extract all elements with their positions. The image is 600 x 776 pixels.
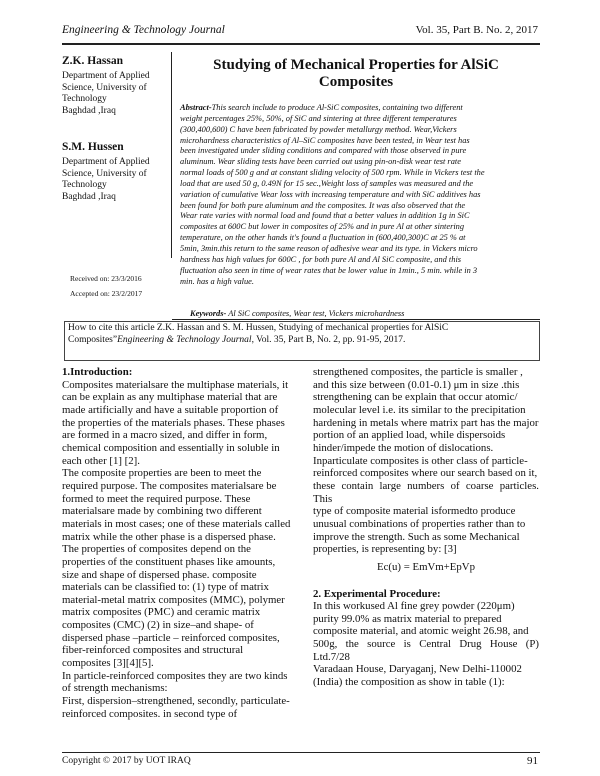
keywords: Keywords- Al SiC composites, Wear test, Vickers microhardness	[190, 309, 405, 318]
author-name: S.M. Hussen	[62, 141, 124, 153]
volume-info: Vol. 35, Part B. No. 2, 2017	[415, 24, 538, 36]
author-name: Z.K. Hassan	[62, 55, 124, 67]
author-block	[62, 55, 174, 203]
left-column: 1.Introduction: Composites materialsare the multiphase materials, it can be explain as any multiphase material that are made artificially and have a suitable proportion of the properties of the materials phases. These phases are formed in a macro sized, and differ in form, chemical composition and essentially in soluble in each other [1] [2]. The composite properties are been to meet the required purpose. The composites materialsare be formed to meet the required purpose. These materialsare made by combining two different materials in most cases; one of these materials called matrix while the other phase is a dispersed phase. The properties of composites depend on the properties of the constituent phases like amounts, size and shape of dispersed phase. composite materials can be classified to: (1) type of matrix material-metal matrix composites (MMC), polymer matrix composites (PMC) and ceramic matrix composites (CMC) (2) in size–and shape- of dispersed phase –particle – reinforced composites, fiber-reinforced composites and structural composites [3][4][5]. In particle-reinforced composites they are two kinds of strength mechanisms: First, dispersion–strengthened, secondly, particulate- reinforced composites. in second type of	[62, 366, 302, 720]
received-date: Received on: 23/3/2016	[70, 274, 142, 283]
right-column: strengthened composites, the particle is smaller , and this size between (0.01-0.1) μm in size .this strengthening can be explain that occur atomic/ molecular level i.e. its similar to the precipitation hardening in metals where matrix part has the major portion of an applied load, while dispersoids hinder/impede the motion of dislocations. Inparticulate composites is other class of particle- reinforced composites where our search based on it, these contain large numbers of coarse particles. This type of composite material isformedto produce unusual combinations of properties rather than to improve the strength. Such as some Mechanical properties, is representing by: [3] Ec(u) = EmVm+EpVp 2. Experimental Procedure: In this workused Al fine grey powder (220μm) purity 99.0% as matrix material to prepared composite material, and atomic weight 26.98, and 500g, the source is Central Drug House (P) Ltd.7/28 Varadaan House, Daryaganj, New Delhi-110002 (India) the composition as show in table (1):	[313, 366, 539, 689]
abstract: Abstract-This search include to produce Al-SiC composites, containing two different weight percentages 25%, 50%, of SiC and sintering at three different temperatures (300,400,600) C have been fabricated by powder metallurgy method. Wear,Vickers microhardness characteristics of Al–SiC composites have been tested, in Wear test has been investigated under sliding conditions and compared with those observed in pure aluminum. Wear sliding tests have been carried out using pin-on-disk wear test rate normal loads of 500 g and at constant sliding velocity of 500 rpm. While in Vickers test the load that are used 50 g, 0.49N for 15 sec.,Weight loss of samples was measured and the variation of cumulative Wear loss with increasing temperature and with SiC additives has been found for both pure aluminum and the composites. It was also observed that the Wear rate varies with normal load and found that a better values in addition 1g in SiC composites at 600C but lower in composites of 25% and in pure Al at other sintering temperature, on the other hands it's found a fluctuation in (600,400,300)C at 25 % at 5min, 3min.this return to the same reason of adhesive wear and its type. in Vickers micro hardness has high values for 600C , for both pure Al and Al SiC composite, and this fluctuation also seen in time of wear rates that be lower value in 1min., 5 min. while in 3 min. has a high value.	[180, 103, 485, 286]
accepted-date: Accepted on: 23/2/2017	[70, 289, 143, 298]
copyright: Copyright © 2017 by UOT IRAQ	[62, 756, 191, 766]
journal-name: Engineering & Technology Journal	[62, 24, 225, 36]
abstract-label: Abstract-	[180, 103, 212, 112]
header-rule	[62, 43, 540, 45]
footer-rule	[62, 752, 540, 753]
citation: How to cite this article Z.K. Hassan and S. M. Hussen, Studying of mechanical properties for AlSiC Composites”Engineering & Technology Journal, Vol. 35, Part B, No. 2, pp. 91-95, 2017.	[68, 323, 449, 345]
paper-title: Studying of Mechanical Properties for AlSiC Composites	[213, 57, 499, 90]
author-affiliation: Department of Applied Science, University of Technology Baghdad ,Iraq	[62, 71, 150, 116]
page-number: 91	[527, 755, 538, 767]
keywords-label: Keywords-	[190, 309, 227, 318]
author-affiliation: Department of Applied Science, University of Technology Baghdad ,Iraq	[62, 157, 150, 202]
section-heading: 2. Experimental Procedure:	[313, 587, 441, 600]
keywords-rule	[172, 319, 540, 320]
section-heading: 1.Introduction:	[62, 366, 133, 378]
equation: Ec(u) = EmVm+EpVp	[377, 560, 475, 573]
